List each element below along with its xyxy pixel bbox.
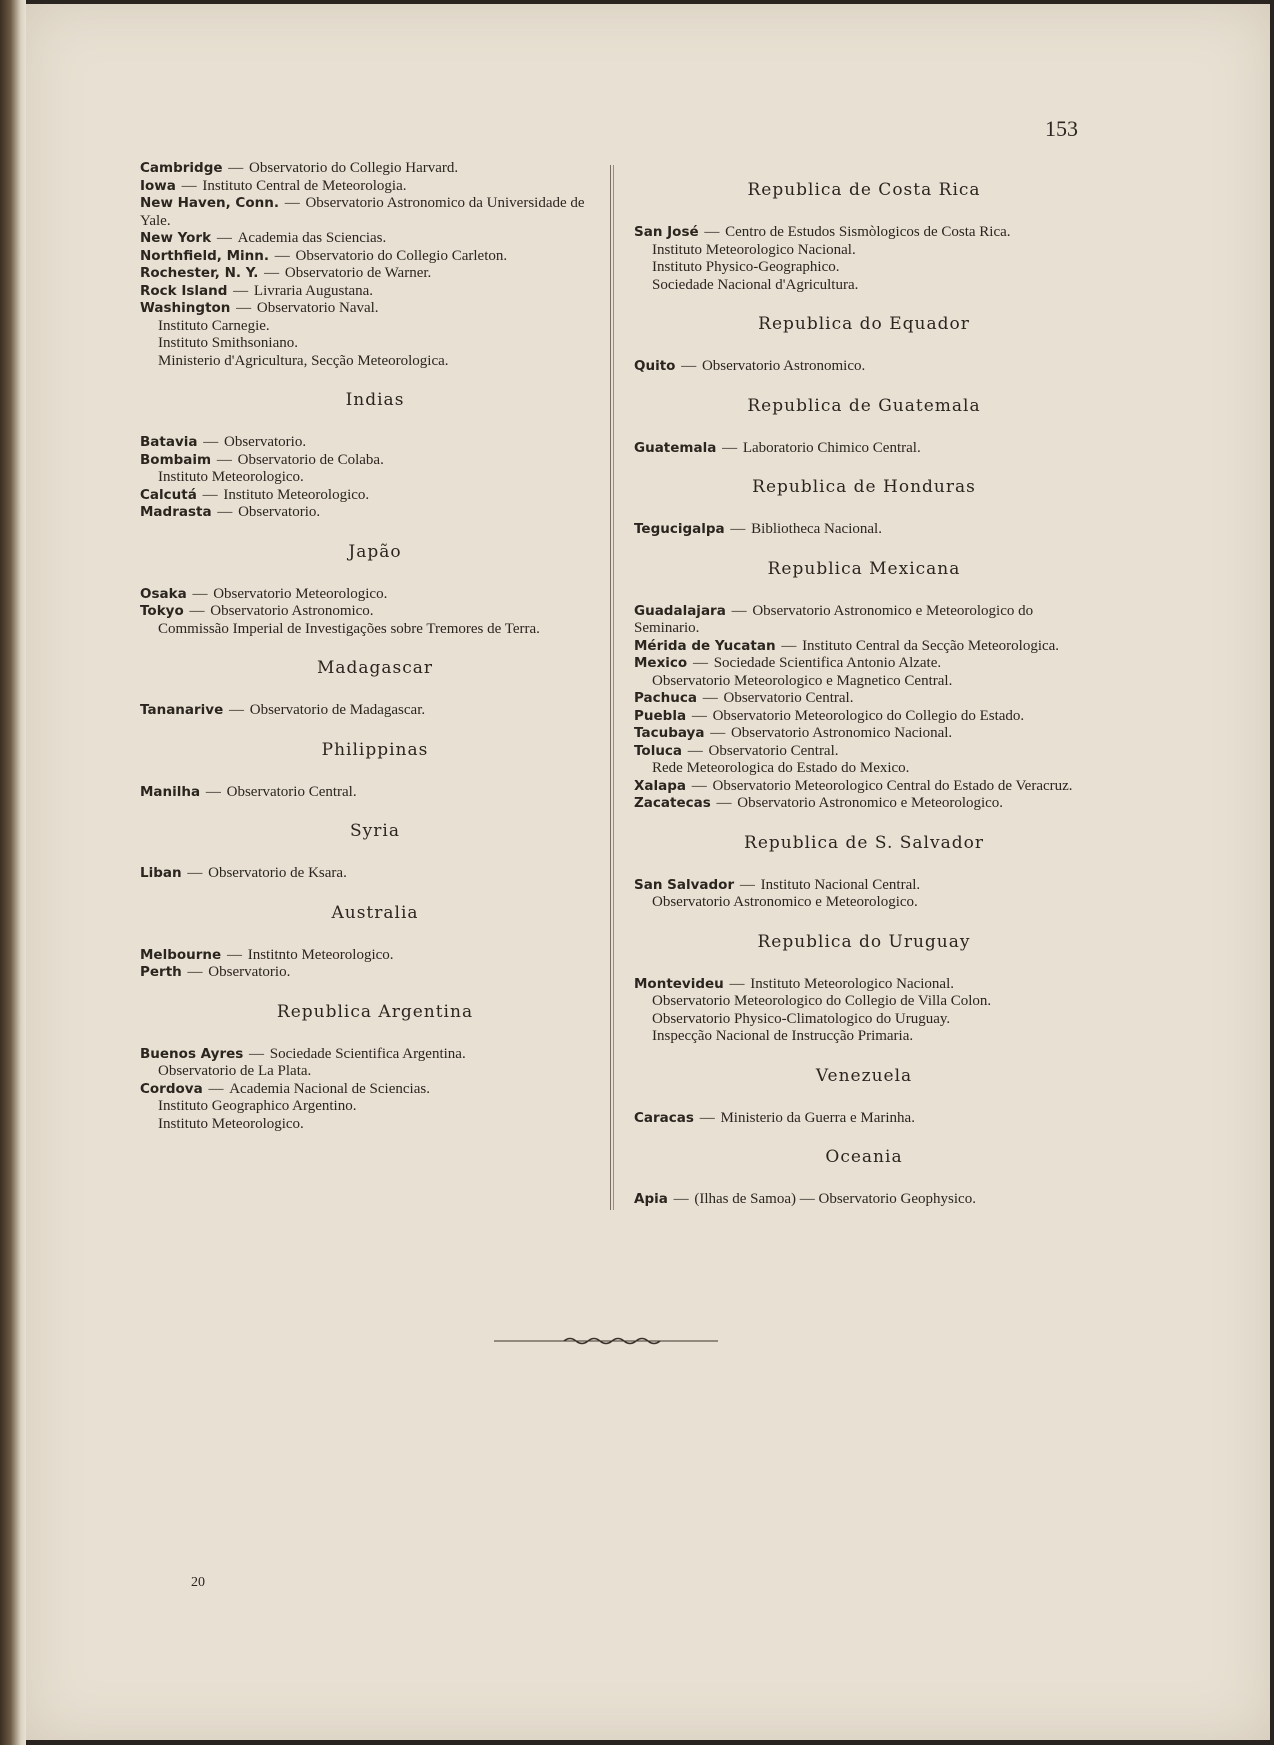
institution-name: Observatorio Naval. bbox=[256, 300, 379, 316]
section bbox=[140, 740, 610, 802]
entry bbox=[140, 160, 610, 178]
section bbox=[634, 932, 1094, 1046]
place-name: Melbourne bbox=[140, 946, 222, 963]
institution-name: Centro de Estudos Sismòlogicos de Costa Rica. bbox=[725, 224, 1011, 240]
institution-name: Observatorio de Colaba. bbox=[237, 451, 384, 468]
entry bbox=[140, 504, 610, 522]
place-name: Tokyo bbox=[140, 603, 184, 619]
place-name: Caracas bbox=[634, 1109, 694, 1126]
entry bbox=[634, 1191, 1094, 1209]
sub-institution: Instituto Meteorologico. bbox=[158, 469, 304, 485]
institution-name: Instituto Nacional Central. bbox=[760, 876, 921, 893]
institution-name: Observatorio Meteorologico. bbox=[213, 585, 388, 602]
entry-dash: — bbox=[213, 451, 236, 468]
entry bbox=[140, 434, 610, 452]
entry-dash: — bbox=[271, 247, 294, 264]
section bbox=[634, 833, 1094, 912]
entry bbox=[140, 265, 610, 283]
entry bbox=[140, 248, 610, 266]
entry bbox=[140, 784, 610, 802]
institution-name: Observatorio Central. bbox=[226, 783, 357, 800]
institution-name: Observatorio Astronomico. bbox=[701, 358, 866, 374]
place-name: Apia bbox=[634, 1191, 668, 1207]
institution-name: Sociedade Scientifica Antonio Alzate. bbox=[713, 655, 942, 671]
entry-dash: — bbox=[185, 603, 209, 619]
place-name: San José bbox=[634, 224, 699, 240]
entry-dash: — bbox=[677, 358, 700, 374]
place-name: Toluca bbox=[634, 742, 683, 759]
section-title: Republica de S. Salvador bbox=[744, 832, 984, 853]
column-divider bbox=[610, 165, 614, 1210]
sub-institution: Observatorio Astronomico e Meteorologico. bbox=[652, 894, 918, 910]
place-name: Puebla bbox=[634, 707, 687, 724]
entry bbox=[634, 603, 1094, 638]
section bbox=[140, 1002, 610, 1134]
place-name: Batavia bbox=[140, 434, 198, 450]
entry-dash: — bbox=[245, 1045, 268, 1062]
institution-name: Instituto Meteorologico Nacional. bbox=[750, 975, 954, 992]
sub-institution: Observatorio de La Plata. bbox=[158, 1063, 312, 1079]
institution-name: Academia Nacional de Sciencias. bbox=[229, 1080, 430, 1097]
place-name: Liban bbox=[140, 865, 182, 881]
institution-name: Observatorio Astronomico Nacional. bbox=[730, 725, 953, 741]
entry bbox=[140, 1046, 610, 1064]
institution-name: Observatorio de Warner. bbox=[284, 265, 432, 281]
section-title: Republica de Guatemala bbox=[747, 395, 981, 416]
institution-name: Observatorio Astronomico. bbox=[210, 603, 374, 619]
section bbox=[634, 396, 1094, 458]
section bbox=[140, 160, 610, 370]
institution-name: Bibliotheca Nacional. bbox=[751, 521, 882, 537]
entry bbox=[140, 178, 610, 196]
entry-dash: — bbox=[688, 707, 711, 724]
entry bbox=[140, 865, 610, 883]
entry bbox=[634, 521, 1094, 539]
section bbox=[634, 559, 1094, 813]
entry bbox=[634, 1110, 1094, 1128]
entry-dash: — bbox=[213, 504, 237, 520]
place-name: Tananarive bbox=[140, 702, 224, 718]
section bbox=[140, 658, 610, 720]
entry bbox=[634, 795, 1094, 813]
entry bbox=[634, 638, 1094, 656]
institution-name: Livraria Augustana. bbox=[253, 282, 374, 299]
entry-dash: — bbox=[718, 439, 741, 456]
place-name: Iowa bbox=[140, 177, 176, 194]
section-title: Australia bbox=[331, 902, 419, 923]
entry bbox=[634, 655, 1094, 673]
entry-dash: — bbox=[725, 975, 749, 992]
entry bbox=[634, 743, 1094, 761]
entry bbox=[140, 603, 610, 621]
place-name: Osaka bbox=[140, 585, 187, 602]
entry bbox=[634, 224, 1094, 242]
place-name: Buenos Ayres bbox=[140, 1045, 244, 1062]
entry-dash: — bbox=[213, 230, 236, 246]
sub-institution: Ministerio d'Agricultura, Secção Meteorologica. bbox=[158, 352, 449, 369]
institution-name: Observatorio Meteorologico Central do Estado de Veracruz. bbox=[712, 777, 1073, 794]
institution-name: Institnto Meteorologico. bbox=[247, 946, 394, 963]
institution-name: Academia das Sciencias. bbox=[237, 230, 387, 246]
sub-institution: Rede Meteorologica do Estado do Mexico. bbox=[652, 760, 910, 776]
institution-name: Ministerio da Guerra e Marinha. bbox=[720, 1109, 915, 1126]
place-name: Montevideu bbox=[634, 975, 724, 992]
section-title: Madagascar bbox=[316, 658, 434, 678]
place-name: Xalapa bbox=[634, 777, 687, 794]
entry-dash: — bbox=[204, 1080, 228, 1097]
sub-institution: Observatorio Meteorologico do Collegio de Villa Colon. bbox=[652, 993, 992, 1009]
sub-institution: Instituto Meteorologico. bbox=[158, 1115, 304, 1132]
entry bbox=[634, 877, 1094, 895]
sub-institution: Observatorio Physico-Climatologico do Uruguay. bbox=[652, 1010, 951, 1027]
section bbox=[634, 1066, 1094, 1128]
sub-institution: Instituto Meteorologico Nacional. bbox=[652, 241, 856, 258]
section bbox=[634, 180, 1094, 294]
entry bbox=[140, 230, 610, 248]
place-name: Mérida de Yucatan bbox=[634, 637, 776, 654]
entry bbox=[634, 708, 1094, 726]
entry-dash: — bbox=[225, 702, 248, 718]
entry bbox=[140, 283, 610, 301]
entry-dash: — bbox=[183, 865, 207, 881]
entry-dash: — bbox=[669, 1191, 693, 1207]
entry bbox=[140, 702, 610, 720]
entry bbox=[634, 976, 1094, 994]
sub-institution: Inspecção Nacional de Instrucção Primaria. bbox=[652, 1028, 914, 1044]
place-name: Manilha bbox=[140, 783, 201, 800]
ornament-divider bbox=[494, 1334, 718, 1348]
entry-dash: — bbox=[232, 300, 255, 316]
entry-dash: — bbox=[229, 282, 252, 299]
institution-name: Observatorio. bbox=[224, 434, 307, 450]
place-name: Rock Island bbox=[140, 282, 228, 299]
entry-dash: — bbox=[684, 742, 707, 759]
place-name: Cordova bbox=[140, 1080, 203, 1097]
entry-dash: — bbox=[712, 795, 736, 811]
section-title: Republica Mexicana bbox=[767, 558, 961, 579]
institution-name: Observatorio Central. bbox=[708, 742, 839, 759]
place-name: Tegucigalpa bbox=[634, 521, 725, 537]
sub-institution: Observatorio Meteorologico e Magnetico Central. bbox=[652, 672, 953, 689]
entry bbox=[140, 1081, 610, 1099]
place-name: Zacatecas bbox=[634, 795, 711, 811]
institution-name: Instituto Meteorologico. bbox=[223, 486, 370, 503]
section bbox=[140, 390, 610, 522]
institution-name: Instituto Central da Secção Meteorologica. bbox=[802, 637, 1060, 654]
institution-name: Observatorio Astronomico e Meteorologico do Seminario. bbox=[634, 602, 1034, 636]
institution-name: Observatorio Meteorologico do Collegio do Estado. bbox=[712, 707, 1025, 724]
entry bbox=[140, 947, 610, 965]
section-title: Republica de Honduras bbox=[752, 477, 976, 497]
place-name: Northfield, Minn. bbox=[140, 247, 269, 264]
institution-name: Observatorio Astronomico e Meteorologico. bbox=[737, 795, 1004, 811]
entry-dash: — bbox=[198, 486, 222, 503]
place-name: Guadalajara bbox=[634, 602, 726, 619]
entry-dash: — bbox=[726, 521, 750, 537]
entry-dash: — bbox=[727, 602, 751, 619]
sub-institution: Instituto Smithsoniano. bbox=[158, 335, 299, 351]
entry-dash: — bbox=[700, 224, 724, 240]
footer-page-number: 20 bbox=[191, 1575, 205, 1590]
entry-dash: — bbox=[736, 876, 759, 893]
entry bbox=[634, 725, 1094, 743]
section-title: Republica de Costa Rica bbox=[747, 180, 981, 200]
place-name: New Haven, Conn. bbox=[140, 195, 279, 211]
entry-dash: — bbox=[777, 637, 801, 654]
entry-dash: — bbox=[177, 177, 201, 194]
section-title: Republica do Uruguay bbox=[757, 931, 971, 952]
section-title: Republica Argentina bbox=[276, 1001, 474, 1022]
section bbox=[634, 314, 1094, 376]
sub-institution: Sociedade Nacional d'Agricultura. bbox=[652, 276, 859, 293]
entry-dash: — bbox=[202, 783, 225, 800]
place-name: New York bbox=[140, 230, 212, 246]
entry bbox=[140, 300, 610, 318]
place-name: Quito bbox=[634, 358, 676, 374]
entry bbox=[140, 487, 610, 505]
place-name: Tacubaya bbox=[634, 725, 705, 741]
place-name: Washington bbox=[140, 300, 231, 316]
entry-dash: — bbox=[199, 434, 223, 450]
section-title: Philippinas bbox=[321, 739, 429, 760]
entry bbox=[634, 440, 1094, 458]
institution-name: Observatorio Central. bbox=[723, 690, 854, 706]
place-name: Bombaim bbox=[140, 451, 212, 468]
institution-name: Observatorio. bbox=[238, 504, 321, 520]
section-title: Indias bbox=[345, 390, 405, 410]
entry bbox=[140, 964, 610, 982]
institution-name: Observatorio do Collegio Carleton. bbox=[295, 247, 508, 264]
entry-dash: — bbox=[183, 964, 207, 980]
sub-institution: Instituto Geographico Argentino. bbox=[158, 1098, 357, 1114]
institution-name: Observatorio de Madagascar. bbox=[249, 702, 426, 718]
place-name: Perth bbox=[140, 964, 182, 980]
entry-dash: — bbox=[695, 1109, 719, 1126]
entry-dash: — bbox=[223, 946, 246, 963]
entry-dash: — bbox=[689, 655, 712, 671]
institution-name: Instituto Central de Meteorologia. bbox=[202, 177, 407, 194]
institution-name: (Ilhas de Samoa) — Observatorio Geophysico. bbox=[694, 1191, 976, 1207]
entry bbox=[634, 778, 1094, 796]
entry bbox=[140, 586, 610, 604]
place-name: Cambridge bbox=[140, 160, 223, 176]
institution-name: Sociedade Scientifica Argentina. bbox=[269, 1045, 466, 1062]
entry-dash: — bbox=[706, 725, 729, 741]
entry bbox=[634, 690, 1094, 708]
place-name: San Salvador bbox=[634, 876, 735, 893]
section bbox=[634, 477, 1094, 539]
section bbox=[140, 903, 610, 982]
page-number: 153 bbox=[1045, 116, 1078, 141]
institution-name: Laboratorio Chimico Central. bbox=[742, 439, 921, 456]
entry-dash: — bbox=[698, 690, 722, 706]
place-name: Calcutá bbox=[140, 486, 197, 503]
entry bbox=[140, 452, 610, 470]
section-title: Japão bbox=[348, 541, 402, 562]
sub-institution: Instituto Physico-Geographico. bbox=[652, 259, 840, 275]
section bbox=[140, 542, 610, 639]
entry-dash: — bbox=[280, 195, 304, 211]
sub-institution: Commissão Imperial de Investigações sobre Tremores de Terra. bbox=[158, 620, 540, 637]
place-name: Guatemala bbox=[634, 439, 717, 456]
entry bbox=[634, 358, 1094, 376]
entry bbox=[140, 195, 610, 230]
section bbox=[140, 821, 610, 883]
book-spine bbox=[0, 0, 26, 1745]
institution-name: Observatorio Astronomico da Universidade de Yale. bbox=[140, 195, 585, 229]
section-title: Republica do Equador bbox=[758, 314, 970, 334]
entry-dash: — bbox=[688, 777, 711, 794]
institution-name: Observatorio do Collegio Harvard. bbox=[249, 160, 459, 176]
section-title: Syria bbox=[350, 821, 400, 841]
entry-dash: — bbox=[260, 265, 283, 281]
sub-institution: Instituto Carnegie. bbox=[158, 317, 270, 334]
place-name: Madrasta bbox=[140, 504, 212, 520]
institution-name: Observatorio de Ksara. bbox=[208, 865, 347, 881]
section bbox=[634, 1147, 1094, 1209]
section-title: Oceania bbox=[825, 1147, 903, 1167]
entry-dash: — bbox=[188, 585, 212, 602]
entry-dash: — bbox=[224, 160, 248, 176]
place-name: Pachuca bbox=[634, 690, 697, 706]
place-name: Mexico bbox=[634, 655, 688, 671]
left-column bbox=[140, 160, 610, 1147]
place-name: Rochester, N. Y. bbox=[140, 265, 259, 281]
section-title: Venezuela bbox=[815, 1065, 913, 1086]
institution-name: Observatorio. bbox=[208, 964, 291, 980]
right-column bbox=[634, 160, 1094, 1223]
